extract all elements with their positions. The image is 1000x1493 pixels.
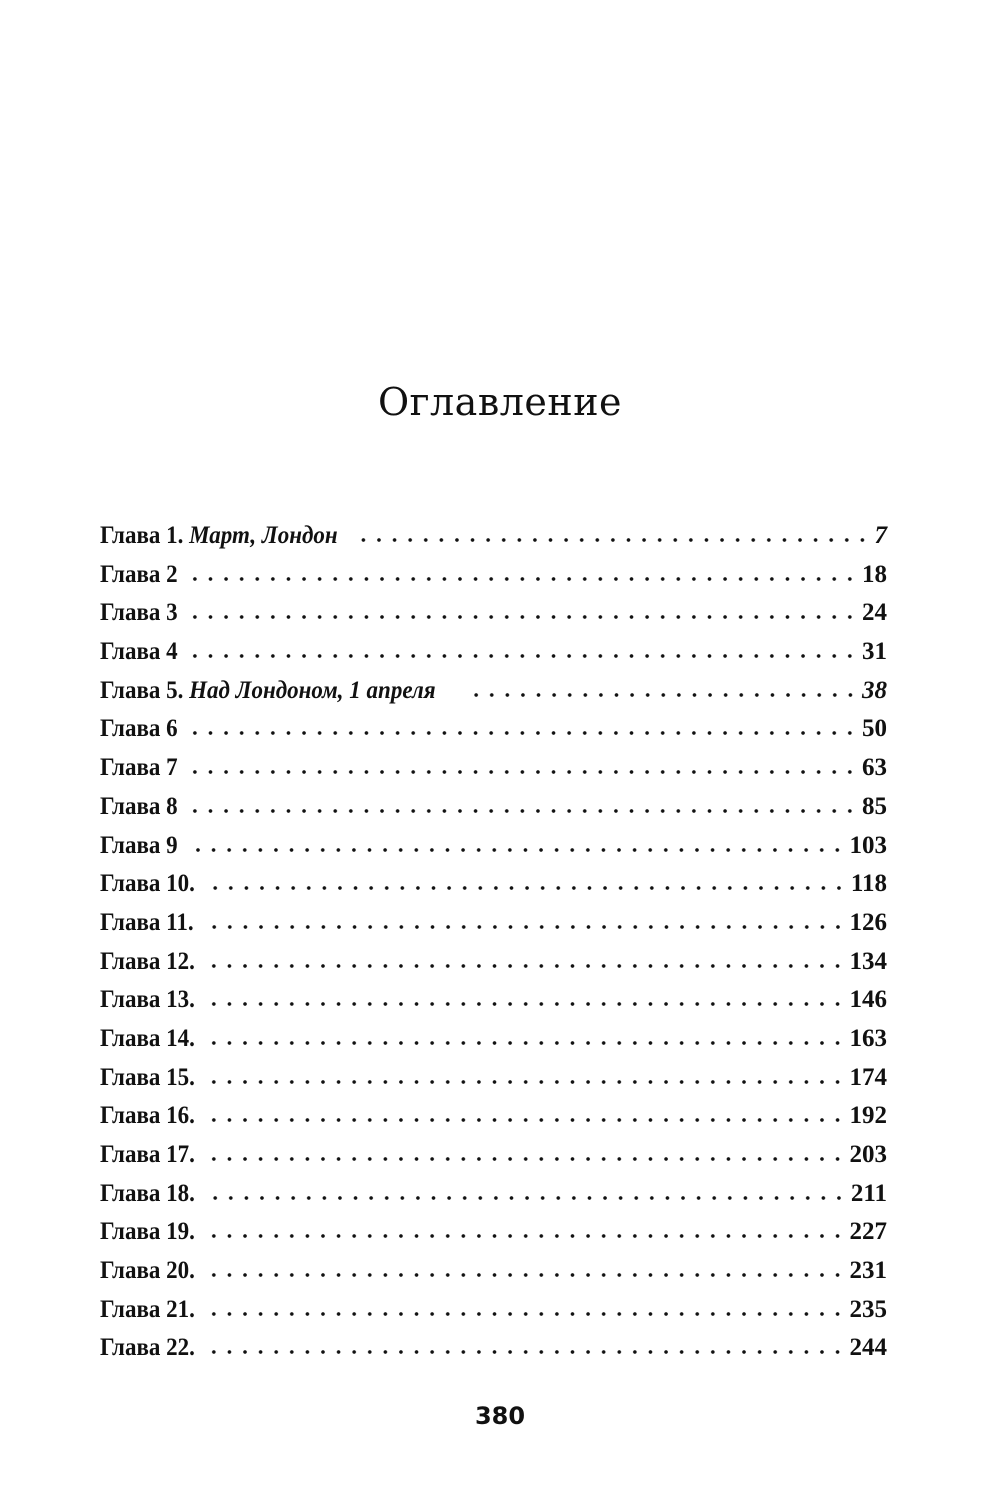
chapter-label (100, 870, 195, 898)
chapter-label (100, 1064, 195, 1092)
chapter-number: Глава 7 (100, 754, 178, 782)
dot-leader (186, 847, 845, 853)
dot-leader (186, 614, 858, 620)
dot-leader (205, 1349, 845, 1355)
dot-leader (186, 808, 858, 814)
chapter-number: Глава 2 (100, 560, 178, 588)
dot-leader (205, 1001, 845, 1007)
toc-entry[interactable] (100, 1296, 887, 1335)
toc-entry[interactable] (100, 522, 887, 561)
page-ref: 31 (862, 638, 887, 666)
chapter-label (100, 754, 178, 782)
page-ref: 203 (849, 1141, 887, 1168)
dot-leader (467, 692, 858, 698)
page-ref: 211 (850, 1179, 887, 1207)
page-ref: 174 (849, 1063, 887, 1091)
page-ref: 163 (849, 1024, 887, 1052)
chapter-label (100, 1218, 195, 1246)
page-ref: 63 (862, 754, 887, 782)
chapter-label (100, 948, 195, 976)
toc-entry[interactable] (100, 1334, 887, 1373)
chapter-label (100, 986, 195, 1014)
page-ref: 146 (849, 986, 887, 1014)
dot-leader (204, 924, 846, 930)
chapter-number: Глава 13. (100, 986, 195, 1014)
dot-leader (205, 1117, 845, 1123)
page-ref: 85 (862, 792, 887, 820)
page-ref: 244 (849, 1334, 887, 1362)
table-of-contents (100, 522, 887, 1373)
page-ref: 103 (849, 831, 887, 859)
chapter-label (100, 1334, 195, 1362)
dot-leader (205, 1040, 845, 1046)
page-ref: 126 (849, 908, 887, 936)
dot-leader (205, 1195, 847, 1201)
chapter-label (100, 1296, 195, 1324)
chapter-label (100, 638, 178, 666)
dot-leader (186, 769, 858, 775)
page-ref: 24 (862, 599, 887, 627)
toc-entry[interactable] (100, 599, 887, 638)
page-ref: 7 (874, 522, 887, 549)
dot-leader (205, 1079, 845, 1085)
page-ref: 134 (849, 947, 887, 975)
chapter-number: Глава 17. (100, 1141, 195, 1168)
chapter-label (100, 677, 436, 705)
chapter-number: Глава 19. (100, 1218, 195, 1246)
chapter-label (100, 1025, 195, 1053)
toc-entry[interactable] (100, 832, 887, 871)
chapter-number: Глава 9 (100, 831, 178, 859)
toc-entry[interactable] (100, 1218, 887, 1257)
chapter-number: Глава 4 (100, 638, 178, 666)
toc-entry[interactable] (100, 638, 887, 677)
toc-entry[interactable] (100, 1025, 887, 1064)
chapter-number: Глава 18. (100, 1179, 195, 1207)
chapter-number: Глава 20. (100, 1257, 195, 1285)
toc-entry[interactable] (100, 1257, 887, 1296)
chapter-number: Глава 1. (100, 522, 184, 549)
toc-entry[interactable] (100, 677, 887, 716)
page-ref: 50 (862, 715, 887, 743)
chapter-label (100, 561, 178, 589)
chapter-number: Глава 3 (100, 599, 178, 627)
chapter-number: Глава 15. (100, 1063, 195, 1091)
dot-leader (205, 963, 845, 969)
toc-entry[interactable] (100, 793, 887, 832)
toc-entry[interactable] (100, 870, 887, 909)
toc-entry[interactable] (100, 715, 887, 754)
page-ref: 231 (849, 1257, 887, 1285)
chapter-label (100, 832, 178, 860)
chapter-number: Глава 10. (100, 870, 195, 898)
chapter-number: Глава 11. (100, 908, 194, 936)
chapter-number: Глава 12. (100, 947, 195, 975)
chapter-label (100, 1141, 195, 1169)
dot-leader (186, 576, 858, 582)
chapter-label (100, 599, 178, 627)
page-number: 380 (474, 1402, 526, 1430)
chapter-number: Глава 14. (100, 1024, 195, 1052)
toc-entry[interactable] (100, 1102, 887, 1141)
dot-leader (205, 1156, 845, 1162)
chapter-number: Глава 6 (100, 715, 178, 743)
chapter-subtitle: Март, Лондон (189, 522, 338, 549)
page-ref: 38 (862, 676, 887, 704)
chapter-subtitle: Над Лондоном, 1 апреля (189, 676, 436, 704)
toc-entry[interactable] (100, 561, 887, 600)
dot-leader (205, 885, 847, 891)
chapter-label (100, 793, 178, 821)
page-ref: 227 (849, 1218, 887, 1246)
chapter-label (100, 715, 178, 743)
page-ref: 235 (849, 1295, 887, 1323)
chapter-label (100, 1102, 195, 1130)
dot-leader (205, 1311, 845, 1317)
page-title: Оглавление (377, 380, 623, 425)
toc-entry[interactable] (100, 1180, 887, 1219)
page-ref: 192 (849, 1102, 887, 1130)
toc-entry[interactable] (100, 1064, 887, 1103)
toc-entry[interactable] (100, 1141, 887, 1180)
chapter-label (100, 1257, 195, 1285)
dot-leader (205, 1233, 845, 1239)
dot-leader (186, 730, 858, 736)
toc-entry[interactable] (100, 986, 887, 1025)
chapter-label (100, 909, 194, 937)
chapter-number: Глава 21. (100, 1295, 195, 1323)
chapter-number: Глава 22. (100, 1334, 195, 1362)
dot-leader (360, 537, 870, 543)
dot-leader (205, 1272, 845, 1278)
chapter-label (100, 522, 338, 550)
chapter-number: Глава 5. (100, 676, 184, 704)
page-ref: 18 (862, 560, 887, 588)
chapter-label (100, 1180, 195, 1208)
toc-entry[interactable] (100, 948, 887, 987)
page-ref: 118 (850, 870, 887, 898)
toc-entry[interactable] (100, 754, 887, 793)
toc-entry[interactable] (100, 909, 887, 948)
chapter-number: Глава 16. (100, 1102, 195, 1130)
dot-leader (186, 653, 858, 659)
chapter-number: Глава 8 (100, 792, 178, 820)
